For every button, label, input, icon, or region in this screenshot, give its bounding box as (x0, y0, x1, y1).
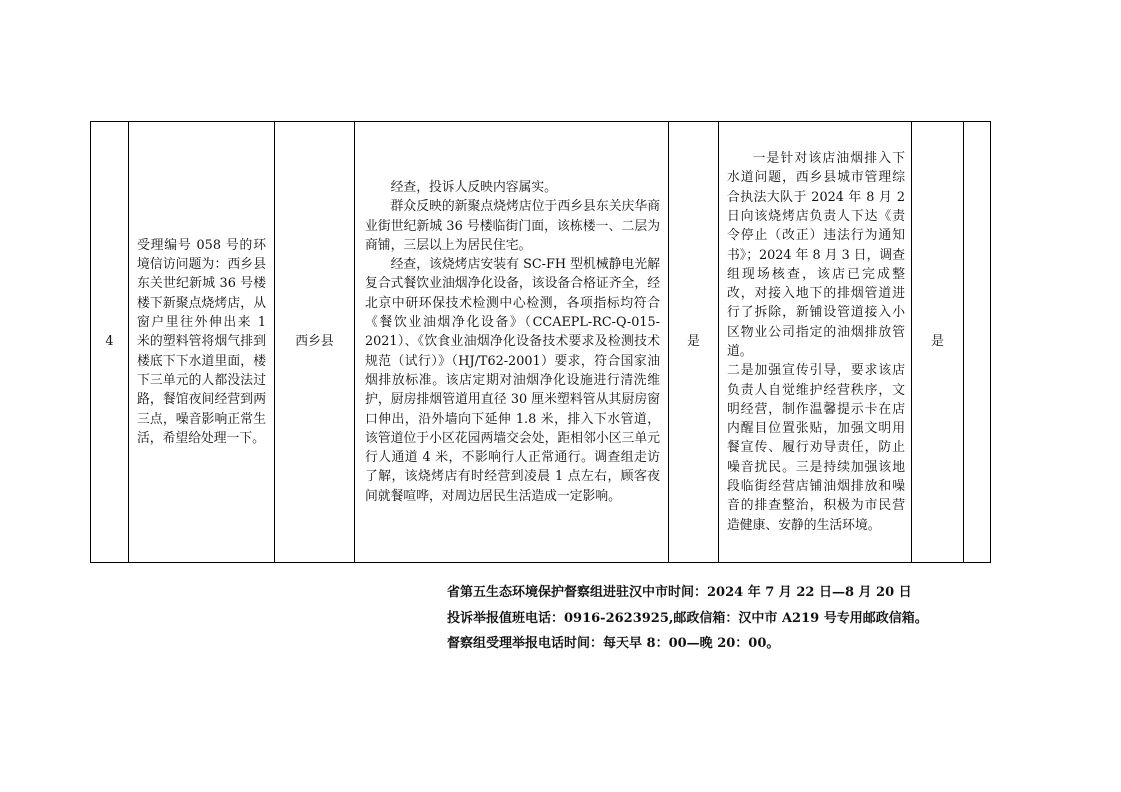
completed-value: 是 (931, 334, 944, 350)
row-number-cell (91, 122, 129, 563)
county-cell (275, 122, 355, 563)
issue-text: 受理编号 058 号的环境信访问题为：西乡县东关世纪新城 36 号楼楼下新聚点烧烤店，从窗户里往外伸出来 1 米的塑料管将烟气排到楼底下下水道里面，楼下三单元的人都没法过路，餐馆夜间经营到两三点，噪音影响正常生活，希望给处理一下。 (137, 237, 266, 446)
findings-paragraph: 群众反映的新聚点烧烤店位于西乡县东关庆华商业街世纪新城 36 号楼临街门面，该栋楼一、二层为商铺，三层以上为居民住宅。 (365, 199, 660, 253)
rectification-paragraph: 二是加强宣传引导，要求该店负责人自觉维护经营秩序，文明经营，制作温馨提示卡在店内醒目位置张贴，加强文明用餐宣传、履行劝导责任，防止噪音扰民。三是持续加强该地段临街经营店铺油烟排放和噪音的排查整治，积极为市民营造健康、安静的生活环境。 (727, 363, 905, 533)
verified-cell (669, 122, 719, 563)
inspection-period-text: 省第五生态环境保护督察组进驻汉中市时间：2024 年 7 月 22 日—8 月 20 日 (447, 585, 912, 600)
footer-notes (447, 580, 1047, 657)
table-row (91, 122, 991, 563)
verified-value: 是 (687, 334, 700, 350)
county-name: 西乡县 (295, 334, 334, 350)
rectification-cell (719, 122, 912, 563)
hotline-text: 投诉举报值班电话：0916-2623925,邮政信箱：汉中市 A219 号专用邮政信箱。 (447, 610, 928, 626)
issue-cell (129, 122, 275, 563)
findings-cell (355, 122, 669, 563)
hotline-hours-text: 督察组受理举报电话时间：每天早 8：00—晚 20：00。 (447, 636, 780, 651)
complaint-table (90, 121, 991, 563)
findings-paragraph: 经查，投诉人反映内容属实。 (390, 179, 557, 195)
remark-cell (964, 122, 991, 563)
findings-paragraph: 经查，该烧烤店安装有 SC-FH 型机械静电光解复合式餐饮业油烟净化设备，该设备合格证齐全，经北京中研环保技术检测中心检测，各项指标均符合《餐饮业油烟净化设备》（CCAEPL-RC-Q-015-2021）、《饮食业油烟净化设备技术要求及检测技术规范（试行）》（HJ/T62-2001）要求，符合国家油烟排放标准。该店定期对油烟净化设施进行清洗维护，厨房排烟管道用直径 30 厘米塑料管从其厨房窗口伸出，沿外墙向下延伸 1.8 米，排入下水管道，该管道位于小区花园两墙交会处，距相邻小区三单元行人通道 4 米，不影响行人正常通行。调查组走访了解，该烧烤店有时经营到凌晨 1 点左右，顾客夜间就餐喧哗，对周边居民生活造成一定影响。 (365, 257, 660, 504)
completed-cell (912, 122, 964, 563)
rectification-paragraph: 一是针对该店油烟排入下水道问题，西乡县城市管理综合执法大队于 2024 年 8 月 2 日向该烧烤店负责人下达《责令停止（改正）违法行为通知书》；2024 年 8 月 3 日，调查组现场核查，该店已完成整改，对接入地下的排烟管道进行了拆除，新铺设管道接入小区物业公司指定的油烟排放管道。 (727, 151, 905, 359)
row-number: 4 (105, 334, 114, 350)
